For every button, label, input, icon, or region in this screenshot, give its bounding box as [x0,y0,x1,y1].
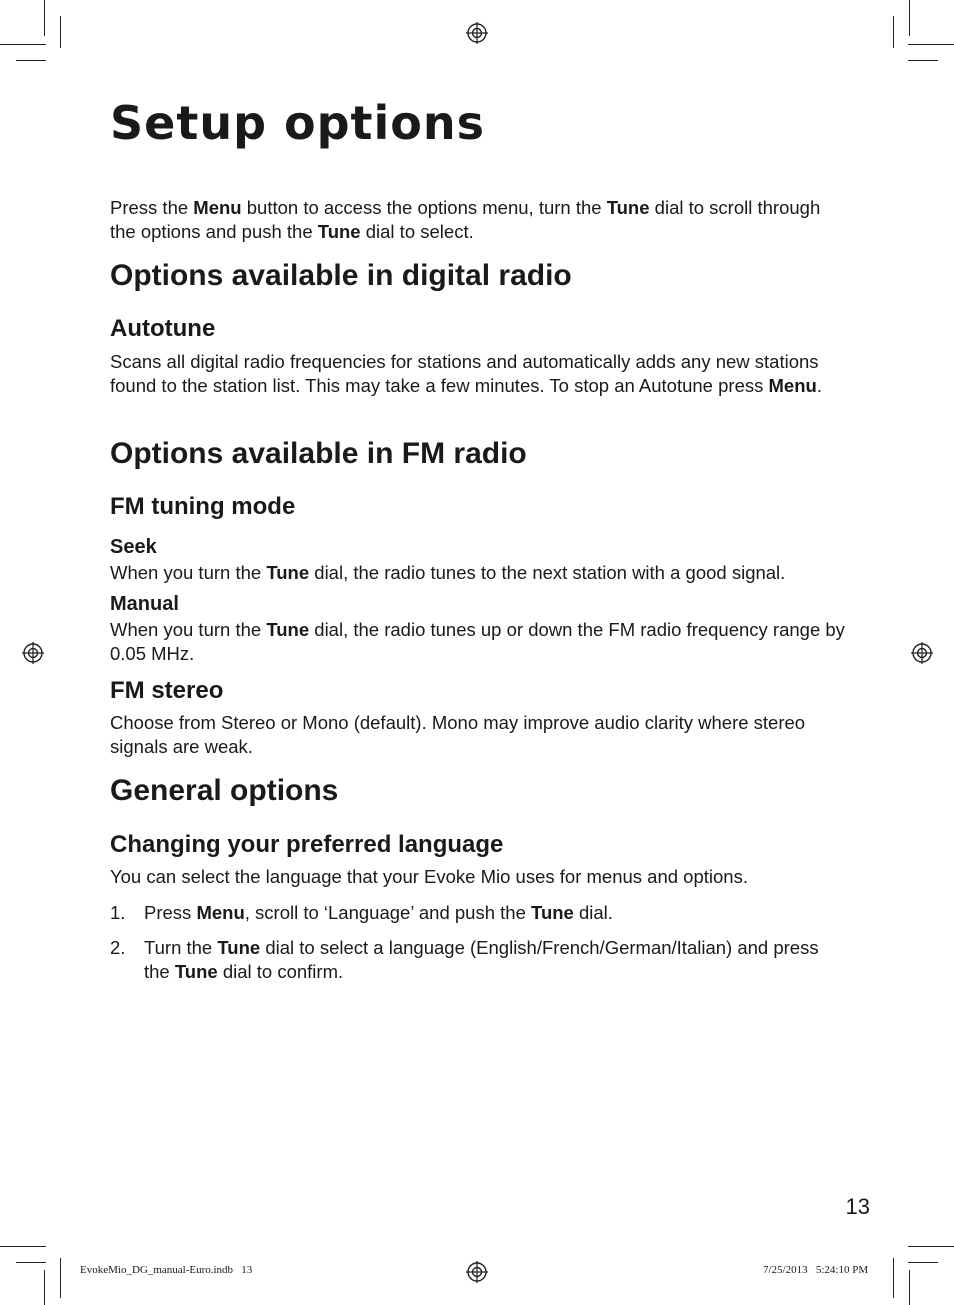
bold-term: Menu [768,375,817,396]
subheading-manual: Manual [110,593,179,615]
text-run: dial, the radio tunes to the next station with a good signal. [309,562,786,583]
section-heading-fm: Options available in FM radio [110,437,527,470]
intro-paragraph [110,196,850,244]
list-item [110,901,850,925]
registration-mark-icon [466,1261,488,1283]
text-run: . [816,375,822,396]
bold-term: Tune [266,562,310,583]
text-run: dial to select. [360,221,474,242]
manual-paragraph [110,618,850,666]
subheading-language: Changing your preferred language [110,831,504,858]
list-item [110,936,850,984]
registration-mark-icon [22,642,44,664]
registration-mark-icon [911,642,933,664]
text-run: dial to select a language (English/French/German/Italian) and press the [144,937,819,982]
autotune-paragraph [110,350,850,398]
page-title: Setup options [110,96,486,150]
bold-term: Tune [174,961,218,982]
text-run: When you turn the [110,562,267,583]
text-run: Scans all digital radio frequencies for stations and automatically adds any new stations found to the station list. This may take a few minutes. To stop an Autotune press [110,351,819,396]
section-heading-digital: Options available in digital radio [110,259,572,292]
text-run: dial to scroll through the options and push the [110,197,821,242]
bold-term: Tune [217,937,261,958]
subheading-seek: Seek [110,536,157,558]
bold-term: Menu [196,902,245,923]
crop-mark [60,1258,61,1298]
section-heading-general: General options [110,774,339,807]
bold-term: Tune [266,619,310,640]
crop-mark [16,1262,46,1263]
text-run: Turn the [144,937,218,958]
subheading-fm-tuning-mode: FM tuning mode [110,493,296,520]
text-run: dial. [573,902,613,923]
seek-paragraph [110,561,850,585]
text-run: dial to confirm. [217,961,344,982]
crop-mark [0,44,46,45]
list-number: 1. [110,902,126,923]
crop-mark [908,44,954,45]
bold-term: Tune [317,221,361,242]
language-paragraph: You can select the language that your Evoke Mio uses for menus and options. [110,866,748,887]
list-number: 2. [110,937,126,958]
fm-stereo-paragraph: Choose from Stereo or Mono (default). Mono may improve audio clarity where stereo signals are weak. [110,712,806,757]
page-number: 13 [845,1194,870,1219]
crop-mark [909,0,910,36]
crop-mark [893,1258,894,1298]
subheading-autotune: Autotune [110,315,216,342]
crop-mark [908,60,938,61]
print-slug-date: 7/25/2013 5:24:10 PM [763,1264,869,1276]
print-slug-file: EvokeMio_DG_manual-Euro.indb 13 [80,1264,253,1276]
subheading-fm-stereo: FM stereo [110,677,224,704]
crop-mark [60,16,61,48]
registration-mark-icon [466,22,488,44]
text-run: button to access the options menu, turn the [241,197,607,218]
text-run: , scroll to ‘Language’ and push the [244,902,532,923]
text-run: When you turn the [110,619,267,640]
bold-term: Tune [606,197,650,218]
text-run: Press the [110,197,194,218]
crop-mark [908,1246,954,1247]
bold-term: Menu [193,197,242,218]
crop-mark [44,1270,45,1305]
list-text [144,936,844,984]
crop-mark [908,1262,938,1263]
crop-mark [16,60,46,61]
bold-term: Tune [531,902,574,923]
crop-mark [893,16,894,48]
crop-mark [0,1246,46,1247]
text-run: dial, the radio tunes up or down the FM radio frequency range by 0.05 MHz. [110,619,845,664]
crop-mark [44,0,45,36]
text-run: Press [144,902,197,923]
list-text [144,901,844,925]
crop-mark [909,1270,910,1305]
